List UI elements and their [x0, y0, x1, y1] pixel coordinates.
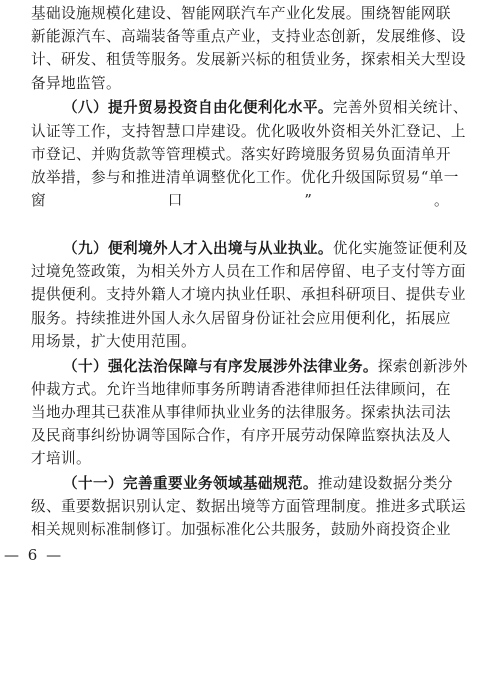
section-10-heading: （十）强化法治保障与有序发展涉外法律业务。 [63, 357, 378, 375]
paragraph-3-line-1 [63, 237, 468, 260]
paragraph-4-line-5: 才培训。 [31, 450, 91, 468]
paragraph-4-line-2: 仲裁方式。允许当地律师事务所聘请香港律师担任法律顾问，在 [31, 380, 451, 398]
paragraph-2-line-6 [31, 212, 449, 235]
paragraph-2-line-1 [63, 96, 468, 119]
page-number: — 6 — [4, 545, 64, 564]
paragraph-4-line-3: 当地办理其已获准从事律师执业业务的法律服务。探索执法司法 [31, 403, 451, 421]
paragraph-5-line-2: 级、重要数据识别认定、数据出境等方面管理制度。推进多式联运 [31, 498, 466, 516]
section-11-heading: （十一）完善重要业务领域基础规范。 [63, 475, 318, 492]
paragraph-1-line-1: 基础设施规模化建设、智能网联汽车产业化发展。围绕智能网联 [31, 5, 451, 22]
paragraph-3-lead: 优化实施签证便利及 [332, 240, 468, 257]
paragraph-4-lead: 探索创新涉外 [377, 357, 468, 375]
paragraph-3-line-3: 提供便利。支持外籍人才境内执业任职、承担科研项目、提供专业 [31, 286, 466, 304]
paragraph-3-line-4: 服务。持续推进外国人永久居留身份证社会应用便利化，拓展应 [31, 309, 451, 327]
paragraph-3-line-5: 用场景，扩大使用范围。 [31, 332, 196, 350]
paragraph-5-line-3: 相关规则标准制修订。加强标准化公共服务，鼓励外商投资企业 [31, 521, 451, 539]
paragraph-4-line-1 [63, 355, 468, 378]
section-8-heading: （八）提升贸易投资自由化便利化水平。 [63, 99, 333, 117]
paragraph-1-line-2: 新能源汽车、高端装备等重点产业，支持业态创新，发展维修、设 [31, 28, 466, 46]
section-9-heading: （九）便利境外人才入出境与从业执业。 [63, 240, 333, 257]
paragraph-1-line-3: 计、研发、租赁等服务。发展新兴标的租赁业务，探索相关大型设 [31, 51, 466, 69]
paragraph-5-lead: 推动建设数据分类分 [317, 475, 453, 492]
paragraph-3-line-2: 过境免签政策，为相关外方人员在工作和居停留、电子支付等方面 [31, 263, 466, 281]
paragraph-2-lead: 完善外贸相关统计、 [332, 99, 468, 117]
paragraph-5-line-1 [63, 472, 453, 495]
paragraph-2-line-2: 认证等工作，支持智慧口岸建设。优化吸收外资相关外汇登记、上 [31, 122, 466, 140]
paragraph-4-line-4: 及民商事纠纷协调等国际合作，有序开展劳动保障监察执法及人 [31, 427, 451, 445]
paragraph-2-line-5: 窗口”。 [31, 192, 449, 210]
paragraph-2-line-3: 市登记、并购货款等管理模式。落实好跨境服务贸易负面清单开 [31, 145, 451, 163]
paragraph-1-line-4: 备异地监管。 [31, 74, 121, 92]
paragraph-2-line-4: 放举措，参与和推进清单调整优化工作。优化升级国际贸易“单一 [31, 168, 459, 186]
